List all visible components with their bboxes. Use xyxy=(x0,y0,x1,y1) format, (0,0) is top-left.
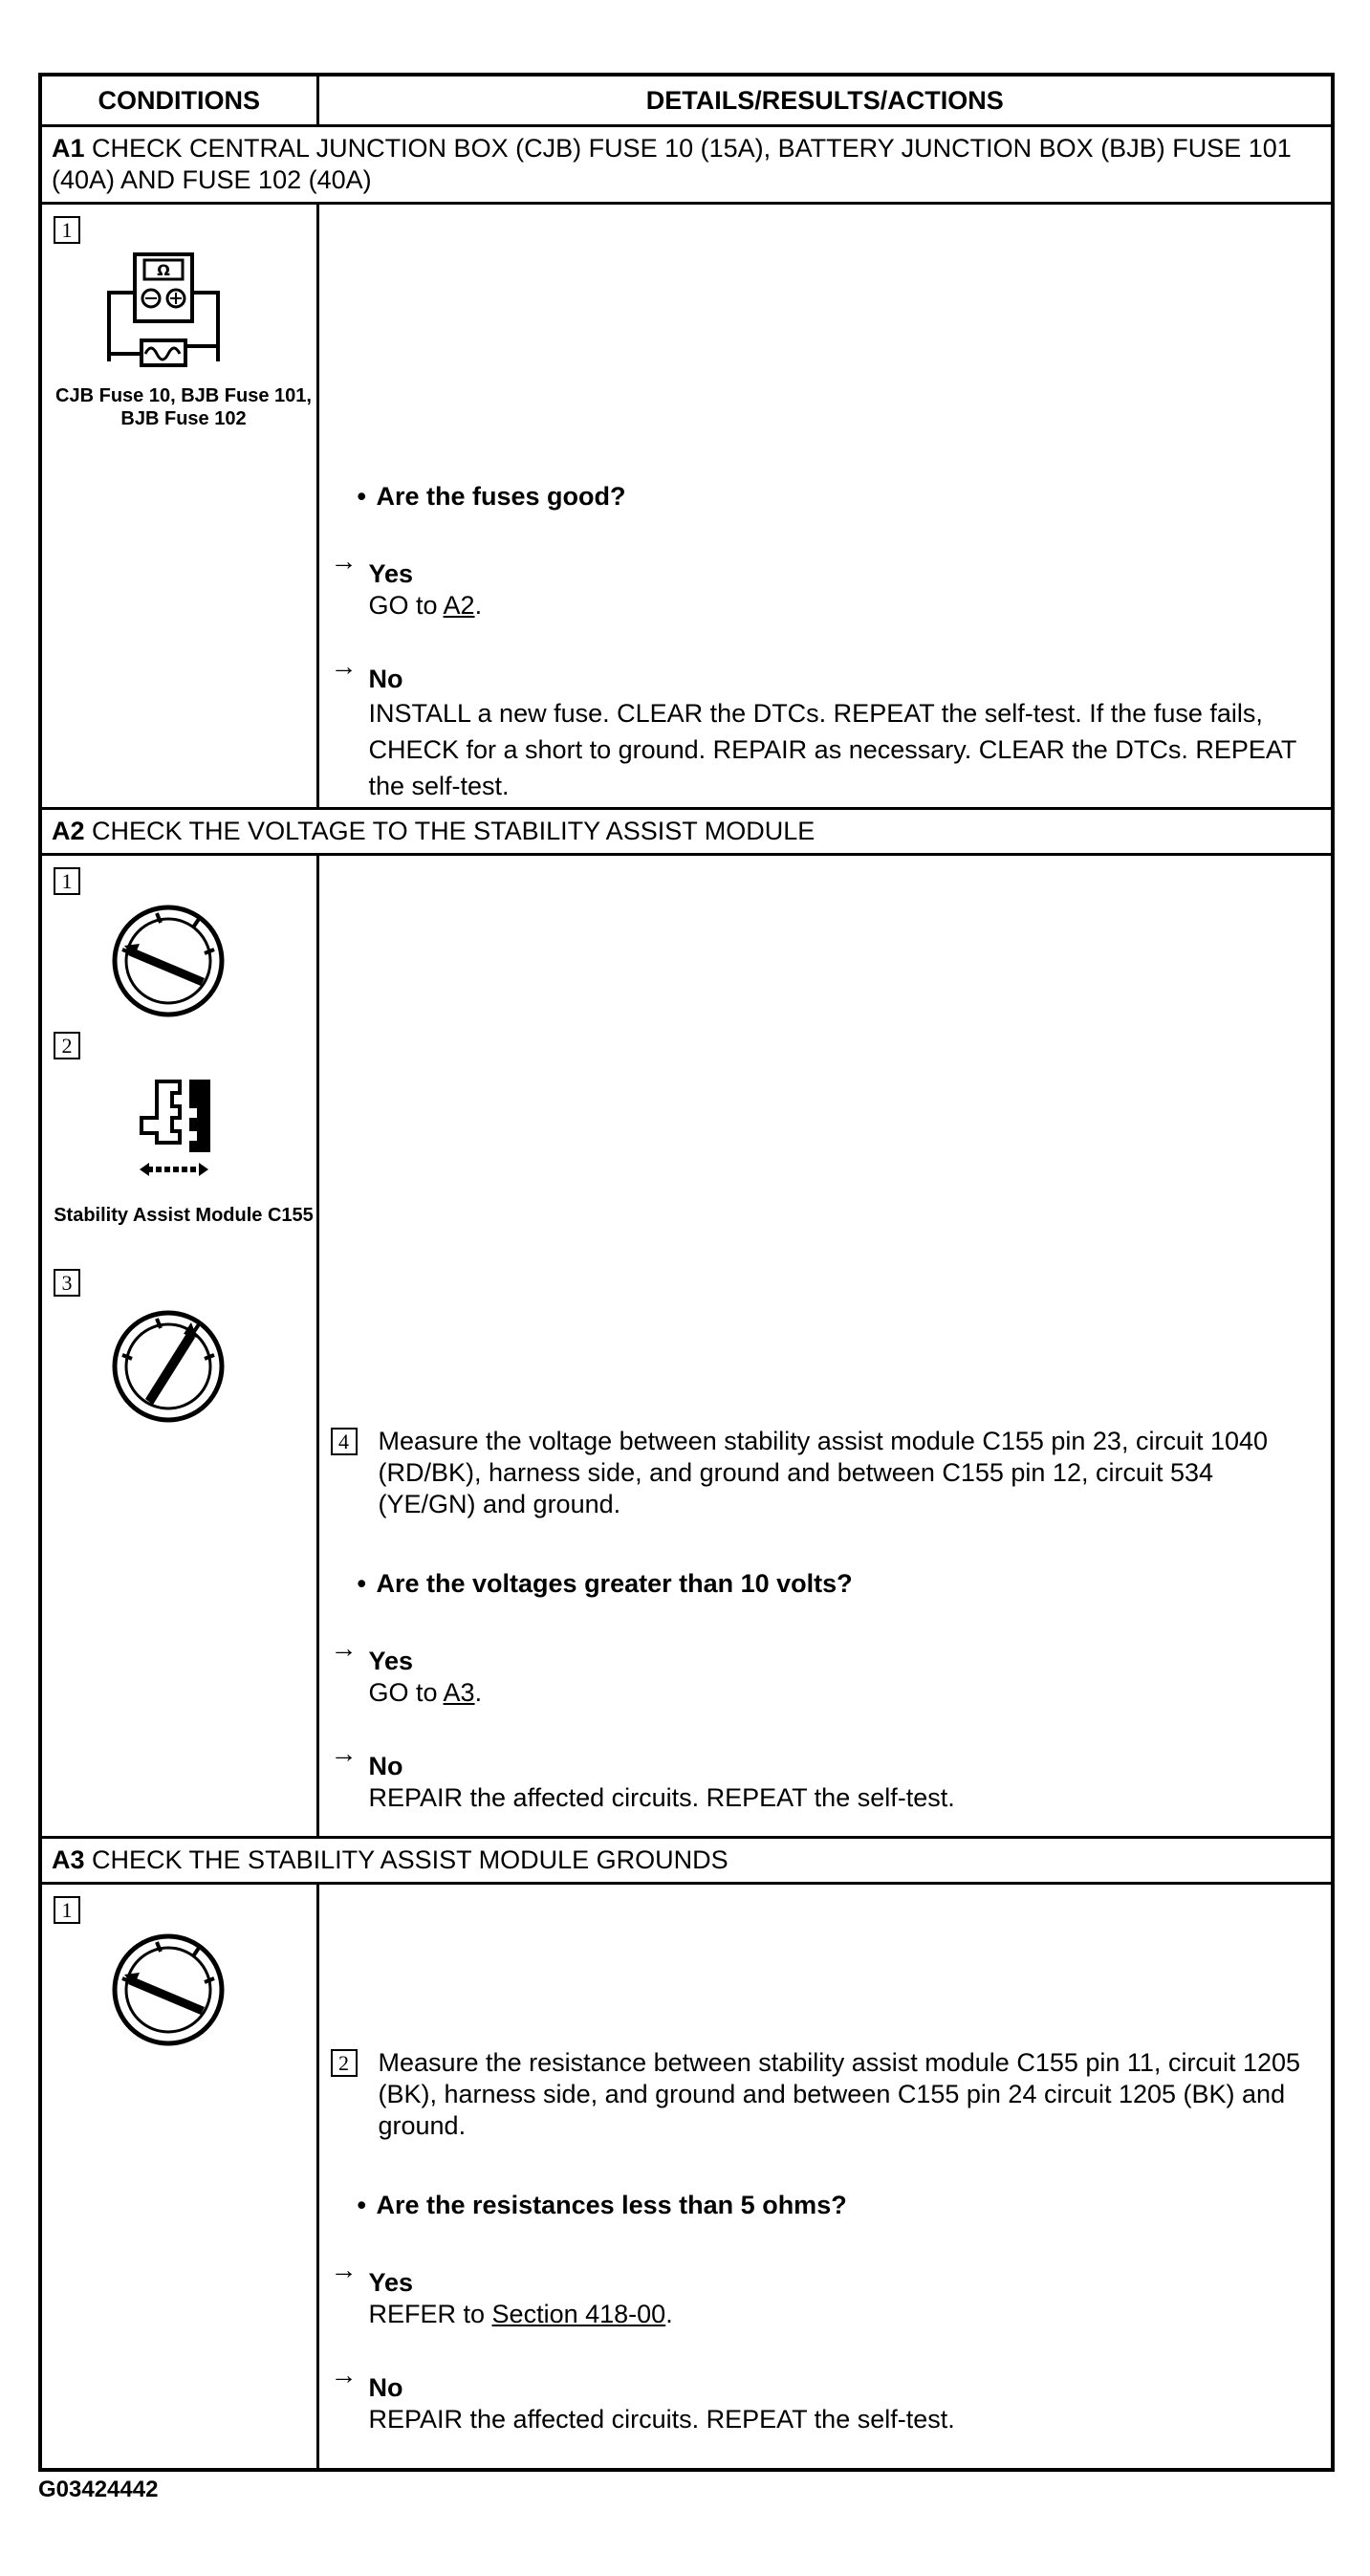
ignition-off-icon xyxy=(111,1932,226,2047)
arrow-right-icon: → xyxy=(330,2255,358,2284)
measure-step: 2 Measure the resistance between stability assist module C155 pin 11, circuit 1205 (BK), harness side, and ground and between C155 pin 24 circuit 1205 (BK) and ground. xyxy=(331,2047,1313,2142)
details-header: DETAILS/RESULTS/ACTIONS xyxy=(317,75,1333,126)
step-number: 1 xyxy=(54,1896,80,1924)
section-a3-details xyxy=(317,1884,1333,2471)
goto-link[interactable]: A2 xyxy=(443,591,475,620)
section-a3-title: A3 CHECK THE STABILITY ASSIST MODULE GROUNDS xyxy=(40,1838,1333,1884)
section-a1-title: A1 CHECK CENTRAL JUNCTION BOX (CJB) FUSE 10 (15A), BATTERY JUNCTION BOX (BJB) FUSE 101 (40A) AND FUSE 102 (40A) xyxy=(40,126,1333,204)
section-a2-title: A2 CHECK THE VOLTAGE TO THE STABILITY ASSIST MODULE xyxy=(40,809,1333,855)
step-number: 4 xyxy=(331,1428,358,1455)
step-number: 2 xyxy=(331,2049,358,2077)
arrow-right-icon: → xyxy=(330,2360,358,2390)
question: • Are the voltages greater than 10 volts? xyxy=(357,1569,853,1598)
ignition-off-icon xyxy=(111,904,226,1018)
section-a1-conditions xyxy=(40,204,317,809)
svg-text:Ω: Ω xyxy=(157,261,170,279)
goto-link[interactable]: A3 xyxy=(443,1678,475,1707)
yes-answer: → Yes GO to A3. xyxy=(330,1633,483,1707)
yes-answer: → Yes REFER to Section 418-00. xyxy=(330,2255,673,2328)
section-a1-details xyxy=(317,204,1333,809)
section-a2-details xyxy=(317,855,1333,1838)
step-number: 3 xyxy=(54,1269,80,1297)
arrow-right-icon: → xyxy=(330,1633,358,1663)
question: • Are the resistances less than 5 ohms? xyxy=(357,2191,847,2219)
connector-disconnect-icon xyxy=(119,1072,233,1177)
ignition-on-icon xyxy=(111,1309,226,1424)
step-number: 1 xyxy=(54,216,80,244)
step-caption: CJB Fuse 10, BJB Fuse 101, BJB Fuse 102 xyxy=(55,385,312,429)
yes-answer: → Yes GO to A2. xyxy=(330,546,483,620)
diagnostic-table xyxy=(38,73,1335,2472)
section-a2-conditions xyxy=(40,855,317,1838)
step-caption: Stability Assist Module C155 xyxy=(54,1205,314,1226)
ohmmeter-fuse-icon xyxy=(101,247,235,371)
section-a3-conditions xyxy=(40,1884,317,2471)
arrow-right-icon: → xyxy=(330,651,358,681)
question: • Are the fuses good? xyxy=(357,482,626,511)
no-answer: → No REPAIR the affected circuits. REPEAT the self-test. xyxy=(330,2360,955,2434)
figure-id: G03424442 xyxy=(38,2477,159,2502)
conditions-header: CONDITIONS xyxy=(40,75,317,126)
step-number: 1 xyxy=(54,867,80,895)
refer-link[interactable]: Section 418-00 xyxy=(491,2300,666,2328)
arrow-right-icon: → xyxy=(330,546,358,576)
no-answer: → No INSTALL a new fuse. CLEAR the DTCs. REPEAT the self-test. If the fuse fails, CHECK for a short to ground. REPAIR as necessary. CLEAR the DTCs. REPEAT the self-test. xyxy=(330,651,1296,800)
no-answer: → No REPAIR the affected circuits. REPEAT the self-test. xyxy=(330,1738,955,1812)
arrow-right-icon: → xyxy=(330,1738,358,1768)
step-number: 2 xyxy=(54,1032,80,1059)
measure-step: 4 Measure the voltage between stability assist module C155 pin 23, circuit 1040 (RD/BK), harness side, and ground and between C155 pin 12, circuit 534 (YE/GN) and ground. xyxy=(331,1426,1313,1520)
